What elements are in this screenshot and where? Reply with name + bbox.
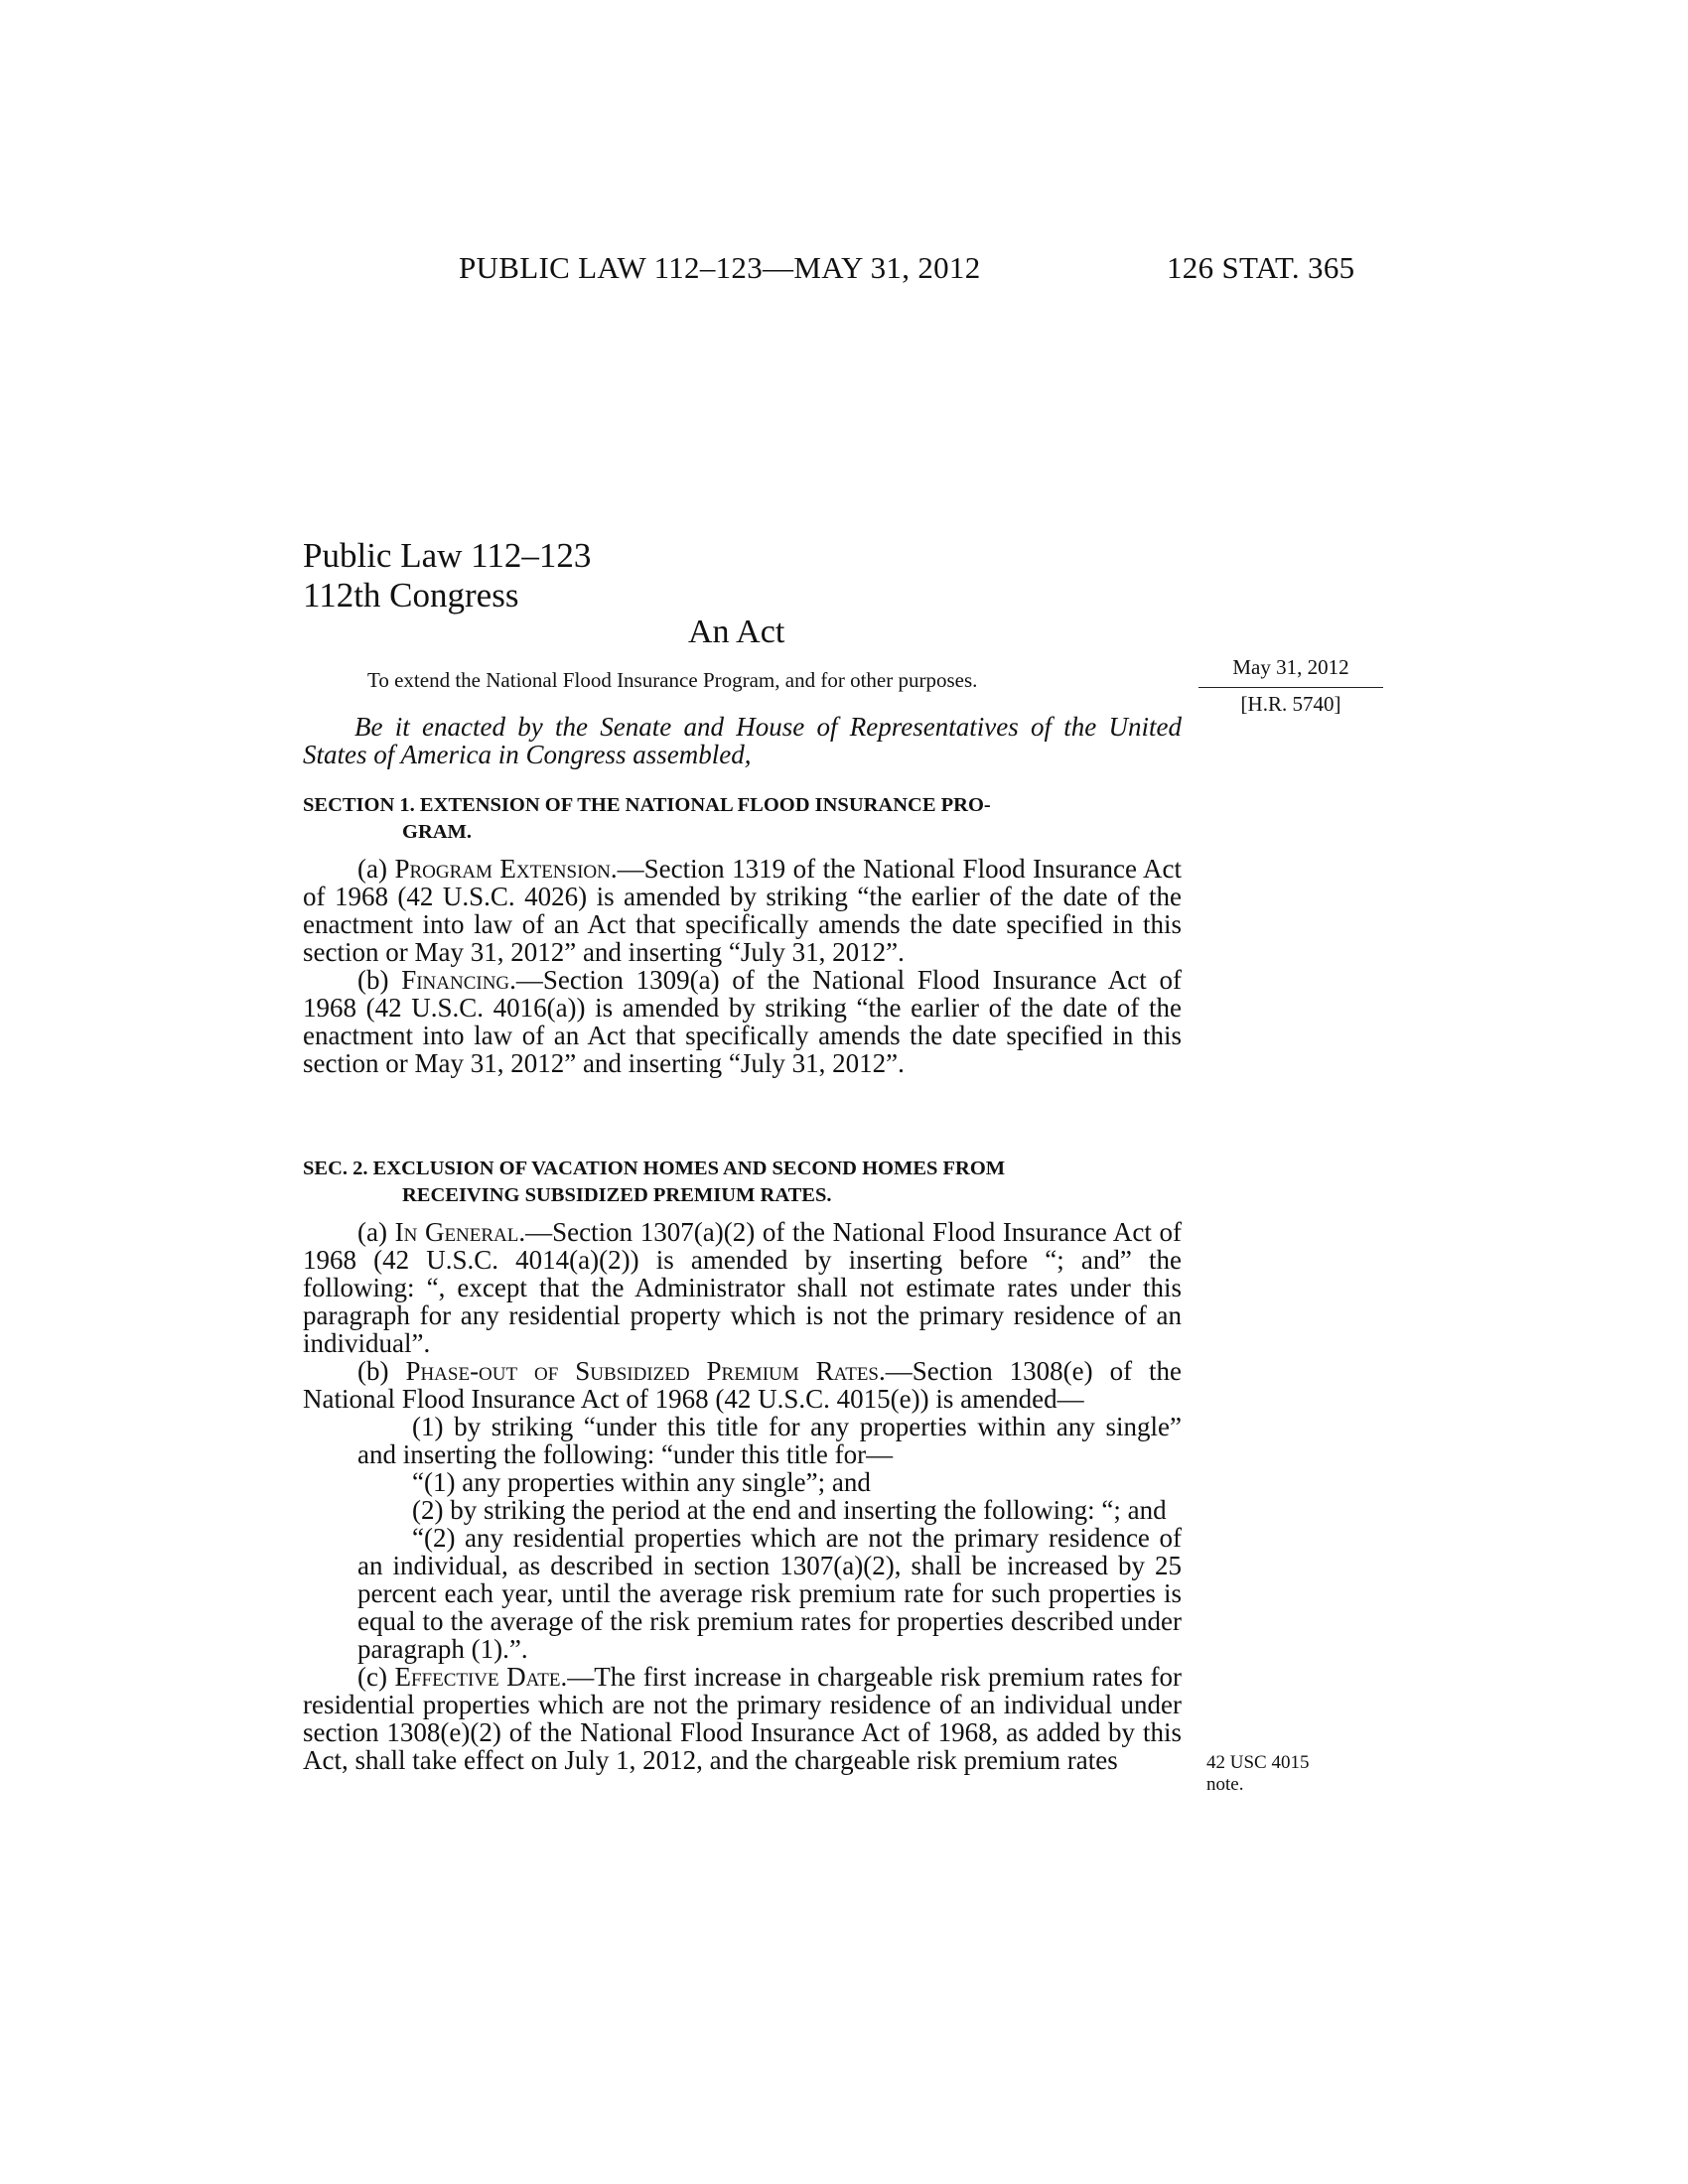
subsection-text: .—Section 1307(a)(2) of the National Flood Insurance Act of 1968 (42 U.S.C. 4014(a)(2)) is amended by inserting before “; and” the following: “, except that the Administrator shall not estimate rates under this paragraph for any residential property which is not the primary residence of an individual”. <box>303 1217 1183 1358</box>
running-head-left: PUBLIC LAW 112–123—MAY 31, 2012 <box>459 250 981 285</box>
subsection-text: .—Section 1319 of the National Flood Insurance Act of 1968 (42 U.S.C. 4026) is amended by striking “the earlier of the date of the enactment into law of an Act that specifically amends the date specified in this section or May 31, 2012” and inserting “July 31, 2012”. <box>303 854 1183 967</box>
section-2-subsection-b <box>303 1357 1182 1413</box>
section-2-subsection-a <box>303 1218 1182 1357</box>
subsection-title: In General <box>394 1217 519 1247</box>
margin-note-label: note. <box>1206 1774 1244 1795</box>
law-number: Public Law 112–123 <box>303 536 592 575</box>
margin-bill-number: [H.R. 5740] <box>1240 692 1341 716</box>
section-1-heading <box>303 792 1182 846</box>
subsection-text: .—Section 1308(e) of the National Flood Insurance Act of 1968 (42 U.S.C. 4015(e)) is amended— <box>303 1356 1183 1414</box>
section-1-heading-line2: GRAM. <box>402 821 473 843</box>
long-title: To extend the National Flood Insurance Program, and for other purposes. <box>367 668 978 692</box>
congress: 112th Congress <box>303 576 519 614</box>
section-2-body <box>303 1218 1182 1774</box>
subsection-label: (c) <box>357 1662 395 1692</box>
subsection-title: Effective Date <box>394 1662 561 1692</box>
section-1-subsection-a <box>303 855 1182 966</box>
subsection-title: Financing <box>401 965 510 995</box>
page-citation: 126 STAT. 365 <box>1167 250 1355 285</box>
paragraph-2: (2) by striking the period at the end and inserting the following: “; and <box>412 1495 1167 1525</box>
section-1-subsection-b <box>303 966 1182 1077</box>
section-2-heading-line1: SEC. 2. EXCLUSION OF VACATION HOMES AND SECOND HOMES FROM <box>303 1158 1006 1179</box>
subsection-label: (a) <box>357 854 395 884</box>
section-1-body <box>303 855 1182 1077</box>
subsection-label: (b) <box>357 1356 406 1386</box>
margin-note <box>1206 1752 1309 1796</box>
section-2-subsection-c <box>303 1663 1182 1774</box>
subsection-title: Phase-out of Subsidized Premium Rates <box>405 1356 879 1386</box>
subsection-text: .—The first increase in chargeable risk premium rates for residential properties which are not the primary residence of an individual under section 1308(e)(2) of the National Flood Insurance Act of 1968, as added by this Act, shall take effect on July 1, 2012, and the chargeable risk premium rates <box>303 1662 1182 1775</box>
enacting-clause: Be it enacted by the Senate and House of Representatives of the United States of America in Congress assembled, <box>303 712 1182 769</box>
margin-rule <box>1198 687 1383 688</box>
section-2-heading-line2: RECEIVING SUBSIDIZED PREMIUM RATES. <box>402 1184 832 1206</box>
quoted-paragraph-1: “(1) any properties within any single”; and <box>412 1467 871 1497</box>
section-1-heading-line1: SECTION 1. EXTENSION OF THE NATIONAL FLOOD INSURANCE PRO- <box>303 794 991 816</box>
margin-note-citation: 42 USC 4015 <box>1206 1752 1310 1773</box>
section-2-heading <box>303 1156 1182 1209</box>
act-title: An Act <box>688 614 785 650</box>
paragraph-1: (1) by striking “under this title for any properties within any single” and inserting the following: “under this title for— <box>357 1412 1182 1469</box>
subsection-label: (a) <box>357 1217 395 1247</box>
subsection-label: (b) <box>357 965 402 995</box>
subsection-title: Program Extension <box>394 854 611 884</box>
quoted-paragraph-2: “(2) any residential properties which are not the primary residence of an individual, as described in section 1307(a)(2), shall be increased by 25 percent each year, until the average risk premium rate for such properties is equal to the average of the risk premium rates for properties described under paragraph (1).”. <box>357 1523 1182 1664</box>
margin-date: May 31, 2012 <box>1232 655 1349 679</box>
subsection-text: .—Section 1309(a) of the National Flood Insurance Act of 1968 (42 U.S.C. 4016(a)) is amended by striking “the earlier of the date of the enactment into law of an Act that specifically amends the date specified in this section or May 31, 2012” and inserting “July 31, 2012”. <box>303 965 1182 1078</box>
